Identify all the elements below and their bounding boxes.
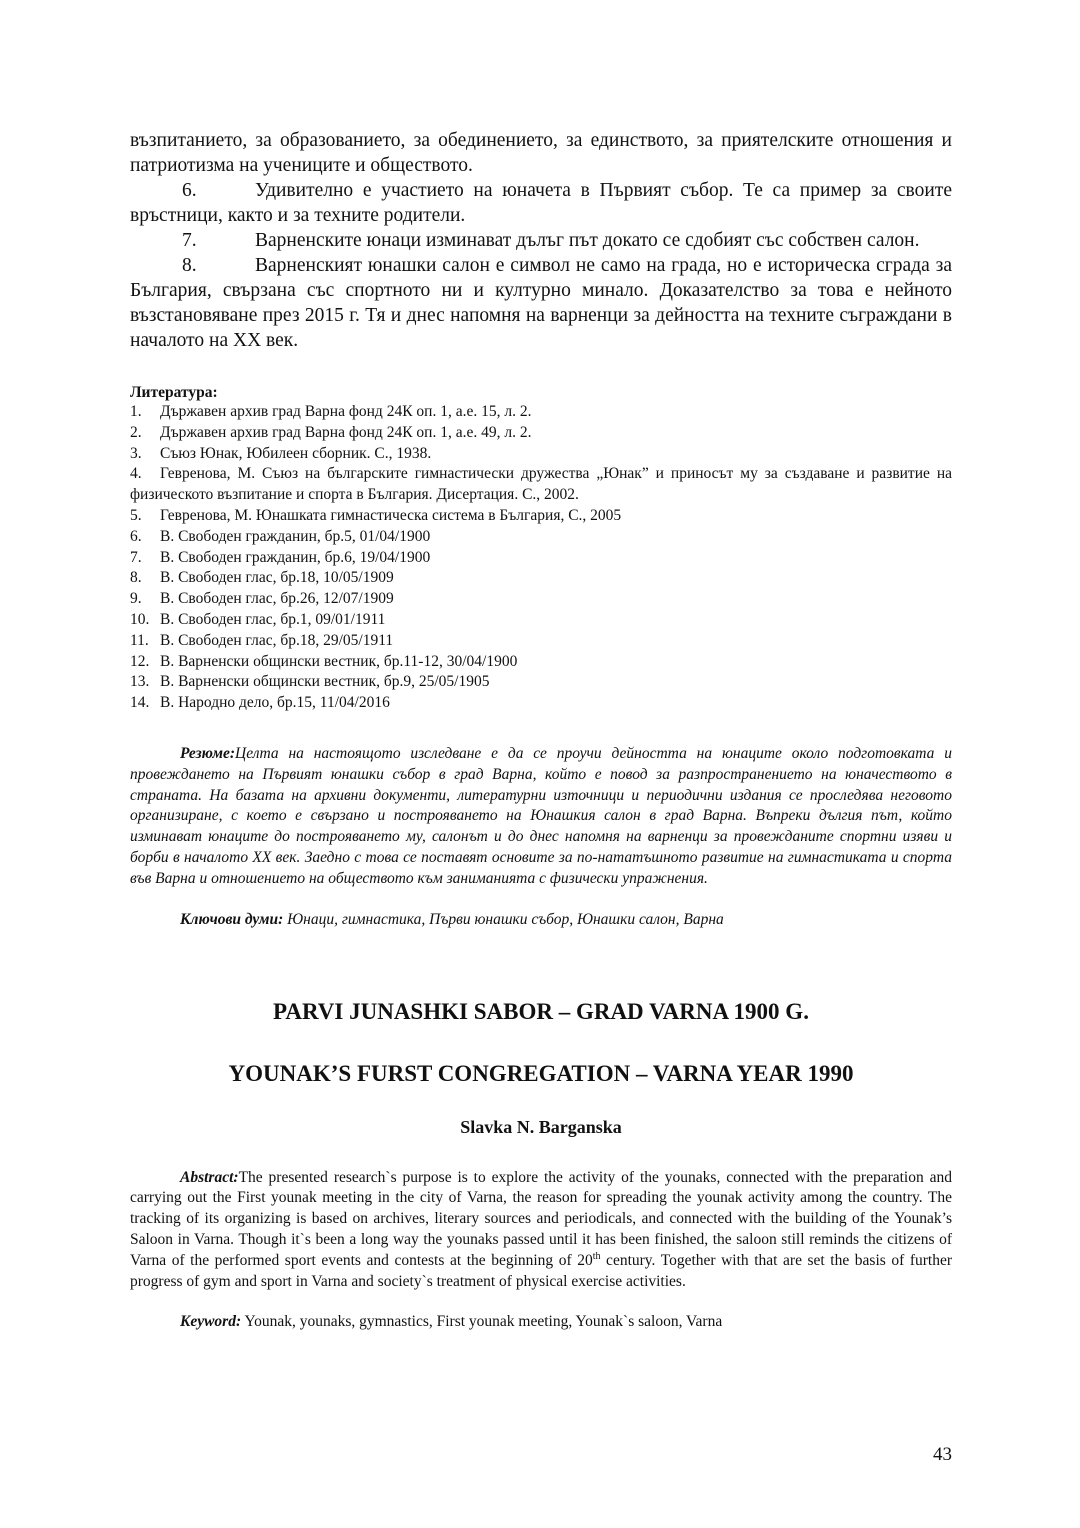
- reference-number: 4.: [130, 465, 142, 483]
- point-paragraph: [130, 178, 952, 228]
- reference-text: В. Варненски общински вестник, бр.9, 25/05/1905: [160, 673, 490, 691]
- point-number: 7.: [182, 230, 197, 251]
- point-paragraph: [130, 228, 952, 253]
- reference-number: 9.: [130, 590, 142, 608]
- reference-list: [130, 402, 952, 714]
- point-text: Варненският юнашки салон е символ не само на града, но е историческа сграда за България, свързана със спортното ни и културно минало. Доказателство за това е нейното възстановяване през 2015 г. Тя и днес напомня на варненци за дейността на техните съграждани в началото на ХХ век.: [130, 255, 952, 351]
- literature-heading: Литература:: [130, 384, 218, 401]
- abstract-text: The presented research`s purpose is to explore the activity of the younaks, connected with the preparation and carrying out the First younak meeting in the city of Varna, the reason for spreading the younak activity among the country. The tracking of its organizing is based on archives, literary sources and periodicals, and connected with the building of the Younak’s Saloon in Varna. Though it`s been a long way the younaks passed until it has been finished, the saloon still reminds the citizens of Varna of the performed sport events and contests at the beginning of 20: [130, 1168, 952, 1269]
- page-content: [130, 128, 952, 1332]
- keywords-en-label: Keyword:: [180, 1313, 242, 1331]
- page-number: 43: [933, 1444, 952, 1465]
- reference-text: В. Свободен глас, бр.18, 10/05/1909: [160, 569, 394, 587]
- reference-item: [130, 402, 952, 423]
- reference-text: В. Варненски общински вестник, бр.11-12, 30/04/1900: [160, 652, 518, 670]
- reference-number: 7.: [130, 548, 142, 566]
- reference-item: [130, 464, 952, 506]
- resume-paragraph: [130, 744, 952, 890]
- keywords-en-text: Younak, younaks, gymnastics, First younak meeting, Younak`s saloon, Varna: [241, 1313, 723, 1331]
- abstract-superscript: th: [592, 1250, 601, 1262]
- abstract-text-end: century. Together with that are set the basis of further progress of gym and sport in Varna and society`s treatment of physical exercise activities.: [130, 1251, 952, 1290]
- reference-number: 13.: [130, 673, 150, 691]
- reference-text: Държавен архив град Варна фонд 24К оп. 1, а.е. 15, л. 2.: [160, 403, 532, 420]
- reference-item: [130, 568, 952, 589]
- point-text: Удивително е участието на юначета в Първият събор. Те са пример за своите връстници, както и за техните родители.: [130, 180, 952, 226]
- reference-text: В. Свободен глас, бр.18, 29/05/1911: [160, 631, 394, 649]
- point-text: Варненските юнаци изминават дълъг път докато се сдобият със собствен салон.: [255, 230, 920, 251]
- reference-item: [130, 589, 952, 610]
- reference-text: В. Свободен глас, бр.26, 12/07/1909: [160, 590, 394, 608]
- reference-item: [130, 693, 952, 714]
- point-number: 6.: [182, 180, 197, 201]
- resume-label: Резюме:: [180, 744, 236, 762]
- point-paragraph: [130, 253, 952, 353]
- reference-text: Гевренова, М. Юнашката гимнастическа система в България, С., 2005: [160, 506, 622, 524]
- reference-number: 14.: [130, 694, 150, 712]
- author-name: Slavka N. Barganska: [460, 1116, 622, 1137]
- reference-number: 6.: [130, 527, 142, 545]
- reference-text: В. Свободен гражданин, бр.6, 19/04/1900: [160, 548, 431, 566]
- reference-text: Съюз Юнак, Юбилеен сборник. С., 1938.: [160, 444, 432, 462]
- reference-text: В. Народно дело, бр.15, 11/04/2016: [160, 694, 390, 712]
- point-number: 8.: [182, 255, 197, 276]
- abstract-label: Abstract:: [180, 1168, 239, 1186]
- keywords-bg-label: Ключови думи:: [180, 910, 284, 928]
- title-transliterated: PARVI JUNASHKI SABOR – GRAD VARNA 1900 G.: [273, 998, 809, 1024]
- reference-text: В. Свободен глас, бр.1, 09/01/1911: [160, 610, 386, 628]
- reference-number: 3.: [130, 444, 142, 462]
- intro-paragraph: възпитанието, за образованието, за обединението, за единството, за приятелските отношения и патриотизма на учениците и обществото.: [130, 130, 952, 176]
- reference-item: [130, 652, 952, 673]
- abstract-paragraph: [130, 1168, 952, 1293]
- reference-number: 11.: [130, 631, 149, 649]
- title-english: YOUNAK’S FURST CONGREGATION – VARNA YEAR 1990: [228, 1060, 854, 1086]
- keywords-bg: [130, 910, 952, 930]
- reference-text: В. Свободен гражданин, бр.5, 01/04/1900: [160, 527, 431, 545]
- reference-number: 5.: [130, 506, 142, 524]
- reference-number: 2.: [130, 423, 142, 441]
- reference-item: [130, 444, 952, 465]
- reference-item: [130, 423, 952, 444]
- reference-number: 12.: [130, 652, 150, 670]
- reference-number: 8.: [130, 569, 142, 587]
- resume-text: Целта на настоящото изследване е да се проучи дейността на юнаците около подготовката и провеждането на Първият юнашки събор в град Варна, който е повод за разпространението на юначеството в страната. На базата на архивни документи, литературни източници и периодични издания се проследява неговото организиране, с което е свързано и построяването на Юнашкия салон в град Варна. Въпреки дългия път, който изминават юнаците до построяването му, салонът и до днес напомня на варненци за провежданите спортни изяви и борби в началото ХХ век. Заедно с това се поставят основите за по-нататъшното развитие на гимнастиката и спорта във Варна и отношението на обществото към заниманията с физически упражнения.: [130, 744, 952, 887]
- reference-number: 10.: [130, 610, 150, 628]
- reference-number: 1.: [130, 403, 142, 420]
- reference-item: [130, 631, 952, 652]
- reference-item: [130, 672, 952, 693]
- keywords-en: [130, 1312, 952, 1332]
- reference-item: [130, 610, 952, 631]
- reference-item: [130, 527, 952, 548]
- reference-item: [130, 506, 952, 527]
- reference-item: [130, 548, 952, 569]
- keywords-bg-text: Юнаци, гимнастика, Първи юнашки събор, Юнашки салон, Варна: [283, 910, 724, 928]
- reference-text: Гевренова, М. Съюз на българските гимнастически дружества „Юнак” и приносът му за създаване и развитие на физическото възпитание и спорта в България. Дисертация. С., 2002.: [130, 465, 952, 504]
- reference-text: Държавен архив град Варна фонд 24К оп. 1, а.е. 49, л. 2.: [160, 423, 532, 441]
